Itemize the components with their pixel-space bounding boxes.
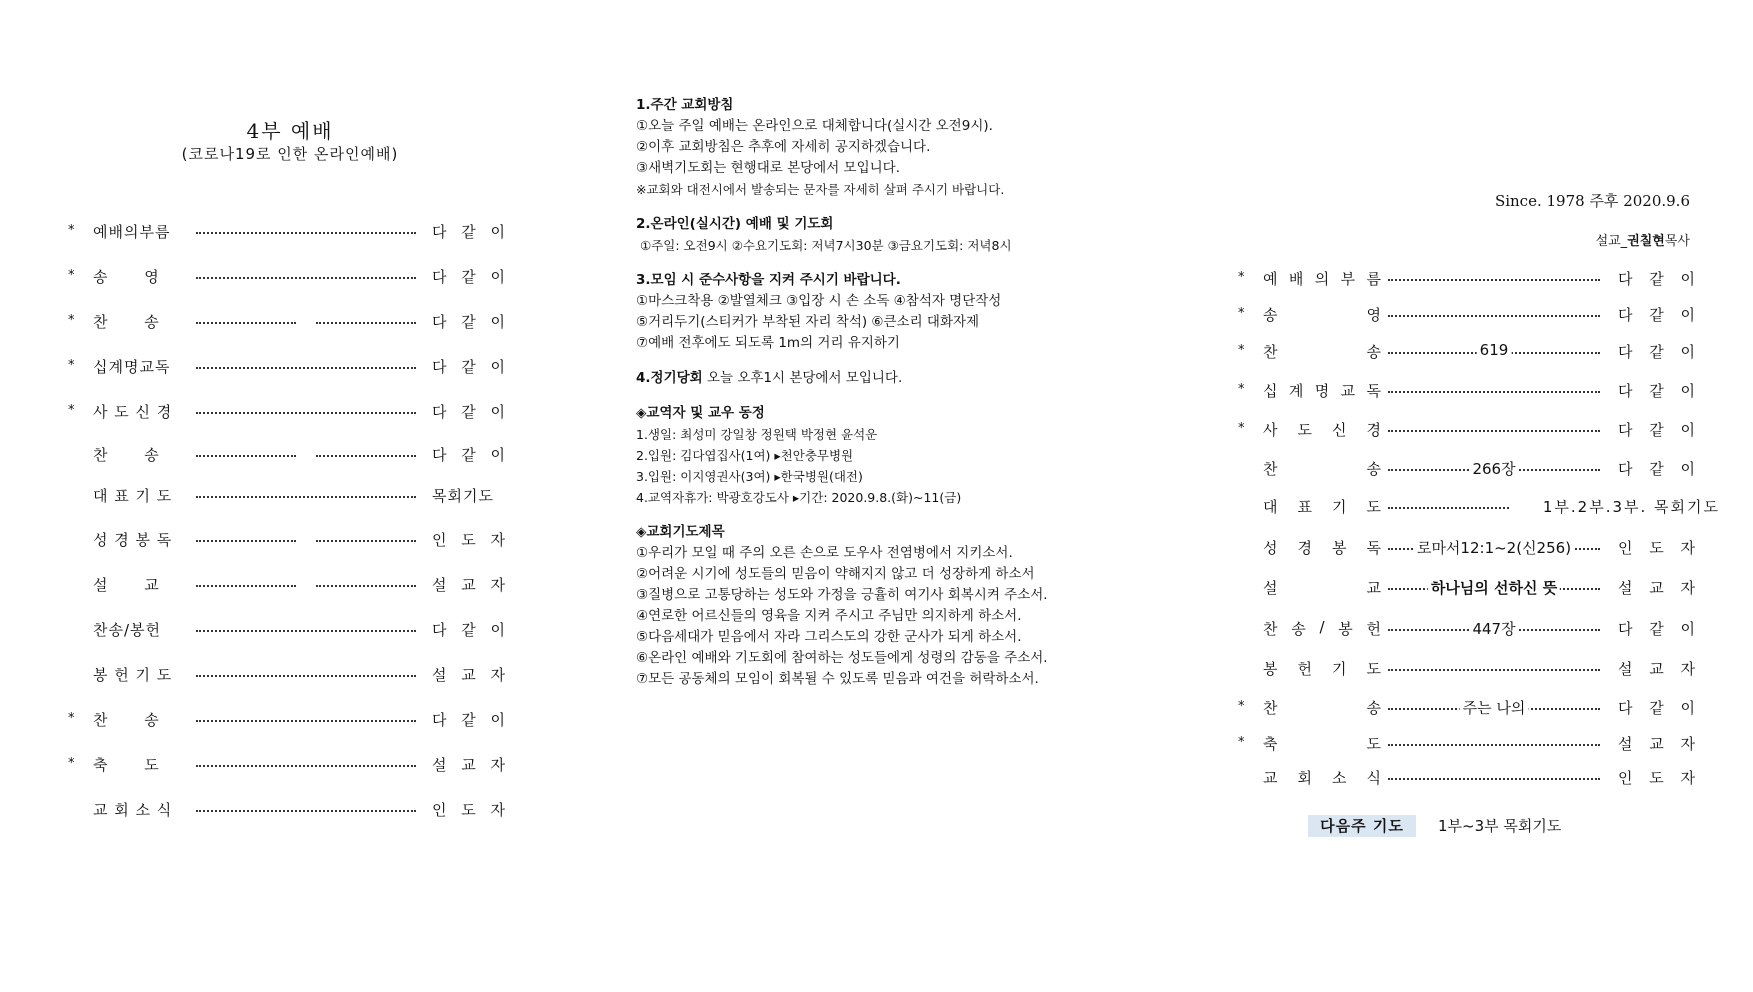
- item-leader: 다 같 이: [1618, 382, 1702, 400]
- rules-line: ⑤거리두기(스티커가 부착된 자리 착석) ⑥큰소리 대화자제: [636, 314, 980, 330]
- item-name: 십계명교독: [93, 358, 171, 376]
- item-name: 예배의부름: [93, 223, 171, 241]
- dotted-leader: [196, 720, 416, 722]
- item-name-char: 계: [1288, 382, 1304, 400]
- news-line: 4.교역자휴가: 박광호강도사 ▸기간: 2020.9.8.(화)~11(금): [636, 490, 962, 505]
- left-row: [68, 266, 511, 288]
- announcements: [636, 95, 1106, 690]
- dotted-leader: [1388, 430, 1600, 432]
- dotted-leader: [196, 277, 416, 279]
- standing-mark: *: [1238, 270, 1245, 285]
- rules-title: 3.모임 시 준수사항을 지켜 주시기 바랍니다.: [636, 272, 901, 288]
- item-name-char: 신: [1332, 421, 1347, 439]
- policy-line: ①오늘 주일 예배는 온라인으로 대체합니다(실시간 오전9시).: [636, 118, 993, 134]
- prayer-title: ◈교회기도제목: [636, 524, 725, 540]
- item-name-char: 송: [1366, 699, 1381, 717]
- right-row: [1238, 767, 1702, 789]
- left-row: [68, 799, 511, 821]
- item-name: [1263, 419, 1381, 440]
- item-name-char: 회: [1297, 769, 1312, 787]
- item-name: 설 교: [93, 576, 160, 594]
- item-name-char: 명: [1314, 382, 1330, 400]
- since-date: Since. 1978 주후 2020.9.6: [1494, 192, 1690, 210]
- meeting-text: 오늘 오후1시 본당에서 모입니다.: [702, 370, 903, 386]
- prayer-line: ⑦모든 공동체의 모임이 회복될 수 있도록 믿음과 여건을 허락하소서.: [636, 671, 1039, 687]
- item-leader: 다 같 이: [432, 223, 511, 241]
- dotted-leader: [1388, 778, 1600, 780]
- item-name: [1263, 767, 1381, 788]
- item-name-char: 독: [1366, 539, 1381, 557]
- right-row: [1238, 458, 1702, 480]
- item-name-char: 교: [1263, 769, 1278, 787]
- item-name-char: 봉: [1263, 660, 1278, 678]
- item-name: 찬송/봉헌: [93, 621, 162, 639]
- item-name: [1263, 268, 1381, 289]
- item-leader: 설 교 자: [432, 666, 511, 684]
- prayer-line: ⑤다음세대가 믿음에서 자라 그리스도의 강한 군사가 되게 하소서.: [636, 629, 1022, 645]
- dotted-leader: [1388, 744, 1600, 746]
- preacher-name: 권칠현: [1627, 234, 1665, 249]
- dotted-leader: [196, 367, 416, 369]
- item-name-char: 교: [1340, 382, 1356, 400]
- item-name-char: 경: [1366, 421, 1381, 439]
- left-row: [68, 664, 511, 686]
- standing-mark: *: [68, 313, 75, 328]
- item-name-char: 교: [1366, 579, 1381, 597]
- prayer-line: ⑥온라인 예배와 기도회에 참여하는 성도들에게 성령의 감동을 주소서.: [636, 650, 1048, 666]
- dotted-leader: [1388, 669, 1600, 671]
- left-row: [68, 401, 511, 423]
- item-name: [1263, 537, 1381, 558]
- item-leader: 설 교 자: [432, 576, 511, 594]
- item-name-char: 도: [1366, 660, 1381, 678]
- policy-line: ③새벽기도회는 현행대로 본당에서 모입니다.: [636, 160, 901, 176]
- item-leader: 설 교 자: [432, 756, 511, 774]
- standing-mark: *: [1238, 699, 1245, 714]
- item-name-char: 축: [1263, 735, 1278, 753]
- item-name-char: 송: [1263, 306, 1278, 324]
- left-row: [68, 709, 511, 731]
- item-name-char: 부: [1340, 270, 1356, 288]
- dotted-leader: [196, 810, 416, 812]
- standing-mark: *: [1238, 306, 1245, 321]
- online-title: 2.온라인(실시간) 예배 및 기도회: [636, 216, 834, 232]
- next-week-prayer-value: 1부~3부 목회기도: [1438, 817, 1562, 835]
- item-leader: 다 같 이: [1618, 460, 1702, 478]
- right-row: [1238, 419, 1702, 441]
- item-name-char: 식: [1366, 769, 1381, 787]
- standing-mark: *: [68, 358, 75, 373]
- item-name: [1263, 341, 1381, 362]
- item-leader: 다 같 이: [1618, 699, 1702, 717]
- item-name: 대 표 기 도: [93, 487, 173, 505]
- dotted-leader: [196, 412, 416, 414]
- left-page-subtitle: (코로나19로 인한 온라인예배): [181, 145, 399, 163]
- item-detail: [1388, 658, 1600, 680]
- prayer-line: ③질병으로 고통당하는 성도와 가정을 긍휼히 여기사 회복시켜 주소서.: [636, 587, 1048, 603]
- item-detail: [1388, 697, 1600, 719]
- item-leader: 인 도 자: [1618, 539, 1702, 557]
- right-row: [1238, 733, 1702, 755]
- standing-mark: *: [68, 223, 75, 238]
- item-leader: 다 같 이: [432, 711, 511, 729]
- item-name-char: 의: [1314, 270, 1330, 288]
- item-detail: [1388, 767, 1600, 789]
- item-leader: 다 같 이: [432, 268, 511, 286]
- dotted-leader: [1388, 315, 1600, 317]
- item-name-char: 송: [1291, 620, 1306, 638]
- item-detail: [1388, 304, 1600, 326]
- item-name: [1263, 458, 1381, 479]
- item-name-char: 찬: [1263, 699, 1278, 717]
- policy-line: ②이후 교회방침은 추후에 자세히 공지하겠습니다.: [636, 139, 931, 155]
- item-detail-text: 266장: [1469, 458, 1518, 479]
- item-name: [1263, 697, 1381, 718]
- prayer-line: ②어려운 시기에 성도들의 믿음이 약해지지 않고 더 성장하게 하소서: [636, 566, 1035, 582]
- item-name: 송 영: [93, 268, 160, 286]
- item-name-char: 송: [1366, 343, 1381, 361]
- online-schedule: ①주일: 오전9시 ②수요기도회: 저녁7시30분 ③금요기도회: 저녁8시: [640, 238, 1012, 253]
- standing-mark: *: [68, 268, 75, 283]
- item-name-char: 성: [1263, 539, 1278, 557]
- item-leader: 다 같 이: [432, 621, 511, 639]
- right-row: [1238, 341, 1702, 363]
- left-row: [68, 529, 511, 551]
- item-name-char: 송: [1366, 460, 1381, 478]
- item-leader: 설 교 자: [1618, 735, 1702, 753]
- right-row: [1238, 697, 1702, 719]
- item-name-char: 봉: [1338, 620, 1353, 638]
- item-name: [1263, 658, 1381, 679]
- item-detail: [1388, 458, 1600, 480]
- prayer-line: ①우리가 모일 때 주의 오른 손으로 도우사 전염병에서 지키소서.: [636, 545, 1013, 561]
- item-detail-text: 하나님의 선하신 뜻: [1428, 577, 1560, 598]
- item-name: [1263, 380, 1381, 401]
- item-name-char: 기: [1332, 660, 1347, 678]
- news-line: 1.생일: 최성미 강일창 정원택 박정현 윤석운: [636, 427, 878, 442]
- dotted-leader: [196, 232, 416, 234]
- item-leader: 다 같 이: [1618, 306, 1702, 324]
- item-name-char: 사: [1263, 421, 1278, 439]
- item-name-char: 도: [1366, 498, 1381, 516]
- item-leader: 다 같 이: [1618, 421, 1702, 439]
- policy-title: 1.주간 교회방침: [636, 97, 734, 113]
- dotted-leader: [196, 630, 416, 632]
- item-name-char: 찬: [1263, 460, 1278, 478]
- item-name-char: 도: [1297, 421, 1312, 439]
- left-row: [68, 444, 511, 466]
- left-row: [68, 221, 511, 243]
- standing-mark: *: [1238, 343, 1245, 358]
- item-leader: 다 같 이: [432, 446, 511, 464]
- item-detail-text: 주는 나의: [1460, 697, 1529, 718]
- item-name-char: 헌: [1366, 620, 1381, 638]
- dotted-leader: [196, 765, 416, 767]
- item-leader: 인 도 자: [432, 531, 511, 549]
- item-leader: 다 같 이: [1618, 343, 1702, 361]
- item-detail: [1388, 733, 1600, 755]
- item-name-char: 찬: [1263, 343, 1278, 361]
- item-leader: 인 도 자: [1618, 769, 1702, 787]
- item-name-char: /: [1319, 618, 1325, 636]
- dotted-leader: [1388, 391, 1600, 393]
- right-row: [1238, 496, 1720, 518]
- item-leader: 다 같 이: [1618, 270, 1702, 288]
- item-name-char: 대: [1263, 498, 1278, 516]
- right-row: [1238, 380, 1702, 402]
- left-row: [68, 619, 511, 641]
- standing-mark: *: [68, 711, 75, 726]
- right-row: [1238, 537, 1702, 559]
- news-line: 2.입원: 김다엽집사(1여) ▸천안충무병원: [636, 448, 854, 463]
- rules-line: ⑦예배 전후에도 되도록 1m의 거리 유지하기: [636, 335, 900, 351]
- standing-mark: *: [68, 756, 75, 771]
- item-detail-text: 619: [1477, 341, 1512, 359]
- item-name: [1263, 304, 1381, 325]
- item-detail: [1388, 341, 1600, 363]
- dotted-leader: [196, 496, 416, 498]
- standing-mark: *: [68, 403, 75, 418]
- left-row: [68, 754, 511, 776]
- item-name-char: 봉: [1332, 539, 1347, 557]
- item-name: 교 회 소 식: [93, 801, 173, 819]
- meeting-title: 4.정기당회: [636, 370, 703, 386]
- item-name-char: 표: [1297, 498, 1312, 516]
- left-row: [68, 356, 511, 378]
- left-page-title: 4부 예배: [246, 119, 334, 143]
- item-name: [1263, 577, 1381, 598]
- item-leader: 설 교 자: [1618, 660, 1702, 678]
- item-leader: 1부.2부.3부. 목회기도: [1510, 496, 1720, 517]
- rules-line: ①마스크착용 ②발열체크 ③입장 시 손 소독 ④참석자 명단작성: [636, 293, 1002, 309]
- item-name-char: 배: [1288, 270, 1304, 288]
- right-row: [1238, 618, 1702, 640]
- preacher-suffix: 목사: [1664, 234, 1690, 249]
- standing-mark: *: [1238, 382, 1245, 397]
- news-line: 3.입원: 이지영권사(3여) ▸한국병원(대전): [636, 469, 863, 484]
- item-name-char: 소: [1332, 769, 1347, 787]
- item-name-char: 도: [1366, 735, 1381, 753]
- item-detail: [1388, 577, 1600, 599]
- item-detail: [1388, 268, 1600, 290]
- item-name: 찬 송: [93, 446, 160, 464]
- item-detail: [1388, 537, 1600, 559]
- standing-mark: *: [1238, 421, 1245, 436]
- standing-mark: *: [1238, 735, 1245, 750]
- item-leader: 다 같 이: [432, 403, 511, 421]
- preacher-prefix: 설교_: [1595, 234, 1628, 249]
- right-row: [1238, 304, 1702, 326]
- item-leader: 설 교 자: [1618, 579, 1702, 597]
- dotted-leader: [196, 675, 416, 677]
- item-name-char: 름: [1366, 270, 1381, 288]
- left-row: [68, 574, 511, 596]
- item-name: 사 도 신 경: [93, 403, 173, 421]
- item-name: 축 도: [93, 756, 160, 774]
- item-name-char: 십: [1263, 382, 1278, 400]
- item-leader: 다 같 이: [432, 313, 511, 331]
- item-name: [1263, 496, 1381, 517]
- meeting-notice: [636, 368, 1106, 389]
- item-name-char: 설: [1263, 579, 1278, 597]
- item-name-char: 영: [1366, 306, 1381, 324]
- news-title: ◈교역자 및 교우 동정: [636, 405, 765, 421]
- item-name-char: 기: [1332, 498, 1347, 516]
- preacher-line: [1560, 230, 1690, 249]
- item-detail-text: 447장: [1469, 618, 1518, 639]
- item-leader: 다 같 이: [1618, 620, 1702, 638]
- right-row: [1238, 268, 1702, 290]
- item-name-char: 헌: [1297, 660, 1312, 678]
- item-name: 찬 송: [93, 711, 160, 729]
- item-name-char: 찬: [1263, 620, 1278, 638]
- next-week-prayer-label: 다음주 기도: [1308, 815, 1416, 837]
- item-leader: 다 같 이: [432, 358, 511, 376]
- item-name-char: 예: [1263, 270, 1278, 288]
- item-detail: [1388, 419, 1600, 441]
- item-name: 성 경 봉 독: [93, 531, 173, 549]
- item-detail: [1388, 380, 1600, 402]
- left-row: [68, 311, 511, 333]
- right-row: [1238, 658, 1702, 680]
- dotted-leader: [1388, 279, 1600, 281]
- item-name: [1263, 618, 1381, 639]
- prayer-line: ④연로한 어르신들의 영육을 지켜 주시고 주님만 의지하게 하소서.: [636, 608, 1022, 624]
- item-name: [1263, 733, 1381, 754]
- policy-note: ※교회와 대전시에서 발송되는 문자를 자세히 살펴 주시기 바랍니다.: [636, 182, 1005, 197]
- item-name-char: 독: [1366, 382, 1381, 400]
- item-leader: 인 도 자: [432, 801, 511, 819]
- left-row: [68, 485, 508, 507]
- item-name-char: 경: [1297, 539, 1312, 557]
- item-leader: 목회기도: [432, 487, 494, 505]
- item-detail-text: 로마서12:1~2(신256): [1414, 537, 1574, 558]
- item-detail: [1388, 618, 1600, 640]
- right-row: [1238, 577, 1702, 599]
- item-name: 찬 송: [93, 313, 160, 331]
- item-name: 봉 헌 기 도: [93, 666, 173, 684]
